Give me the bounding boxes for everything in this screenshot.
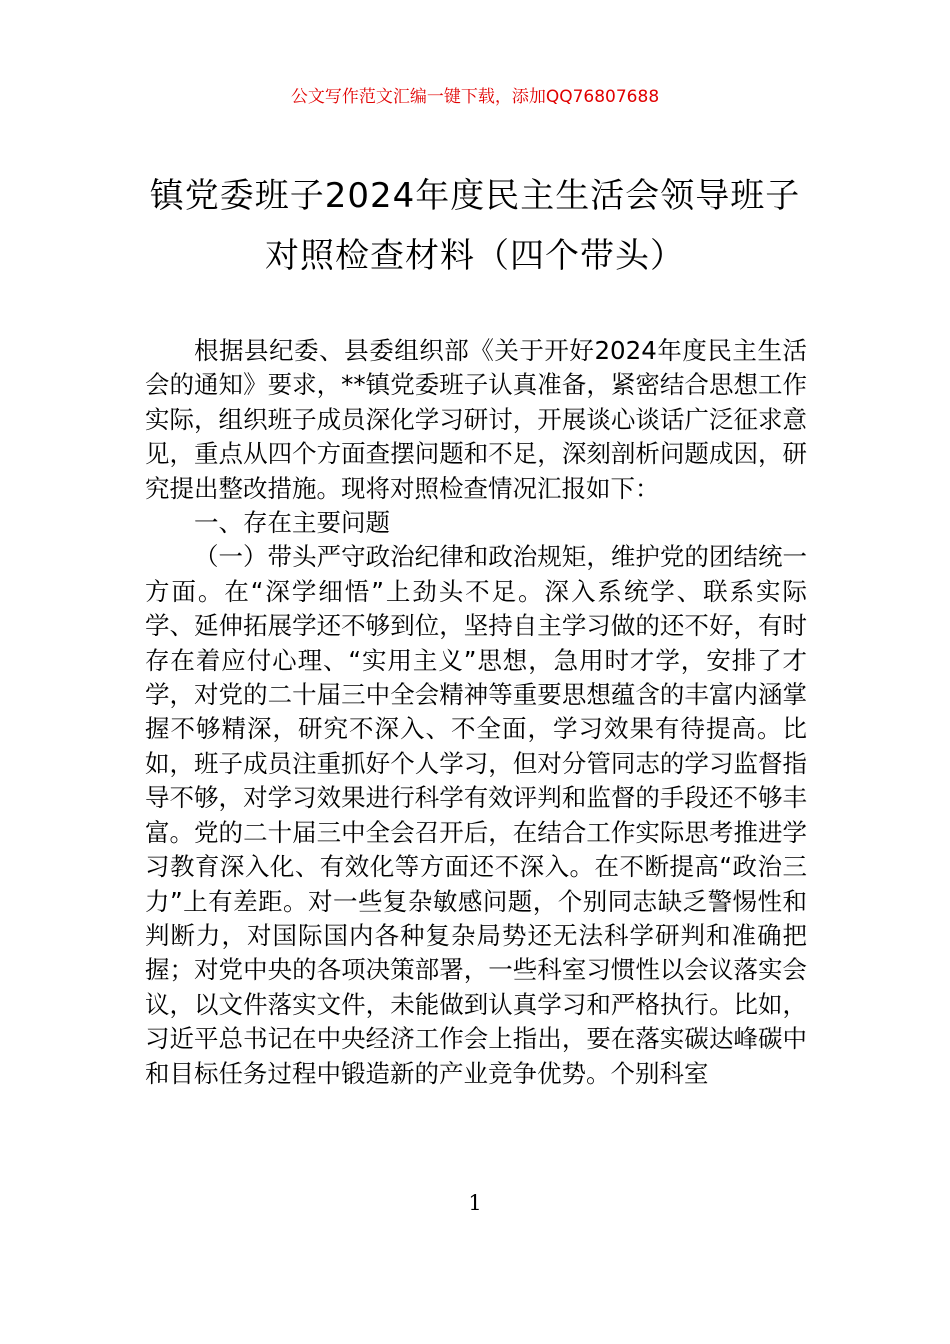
intro-paragraph: 根据县纪委、县委组织部《关于开好2024年度民主生活会的通知》要求，**镇党委班子认真准备，紧密结合思想工作实际，组织班子成员深化学习研讨，开展谈心谈话广泛征求意见，重点从四个方面查摆问题和不足，深刻剖析问题成因，研究提出整改措施。现将对照检查情况汇报如下：	[145, 336, 807, 503]
section-heading: 一、存在主要问题	[194, 508, 390, 538]
title-line-1: 镇党委班子2024年度民主生活会领导班子	[149, 176, 801, 216]
body-paragraph: （一）带头严守政治纪律和政治规矩，维护党的团结统一方面。在“深学细悟”上劲头不足。深入系统学、联系实际学、延伸拓展学还不够到位，坚持自主学习做的还不好，有时存在着应付心理、“实用主义”思想，急用时才学，安排了才学，对党的二十届三中全会精神等重要思想蕴含的丰富内涵掌握不够精深，研究不深入、不全面，学习效果有待提高。比如，班子成员注重抓好个人学习，但对分管同志的学习监督指导不够，对学习效果进行科学有效评判和监督的手段还不够丰富。党的二十届三中全会召开后，在结合工作实际思考推进学习教育深入化、有效化等方面还不深入。在不断提高“政治三力”上有差距。对一些复杂敏感问题，个别同志缺乏警惕性和判断力，对国际国内各种复杂局势还无法科学研判和准确把握；对党中央的各项决策部署，一些科室习惯性以会议落实会议，以文件落实文件，未能做到认真学习和严格执行。比如，习近平总书记在中央经济工作会上指出，要在落实碳达峰碳中和目标任务过程中锻造新的产业竞争优势。个别科室	[145, 542, 807, 1088]
document-body	[145, 334, 807, 1091]
document-title	[100, 166, 850, 286]
header-ad-text: 公文写作范文汇编一键下载，添加QQ76807688	[290, 87, 660, 107]
page-number: 1	[468, 1191, 482, 1215]
title-line-2: 对照检查材料（四个带头）	[265, 236, 685, 276]
